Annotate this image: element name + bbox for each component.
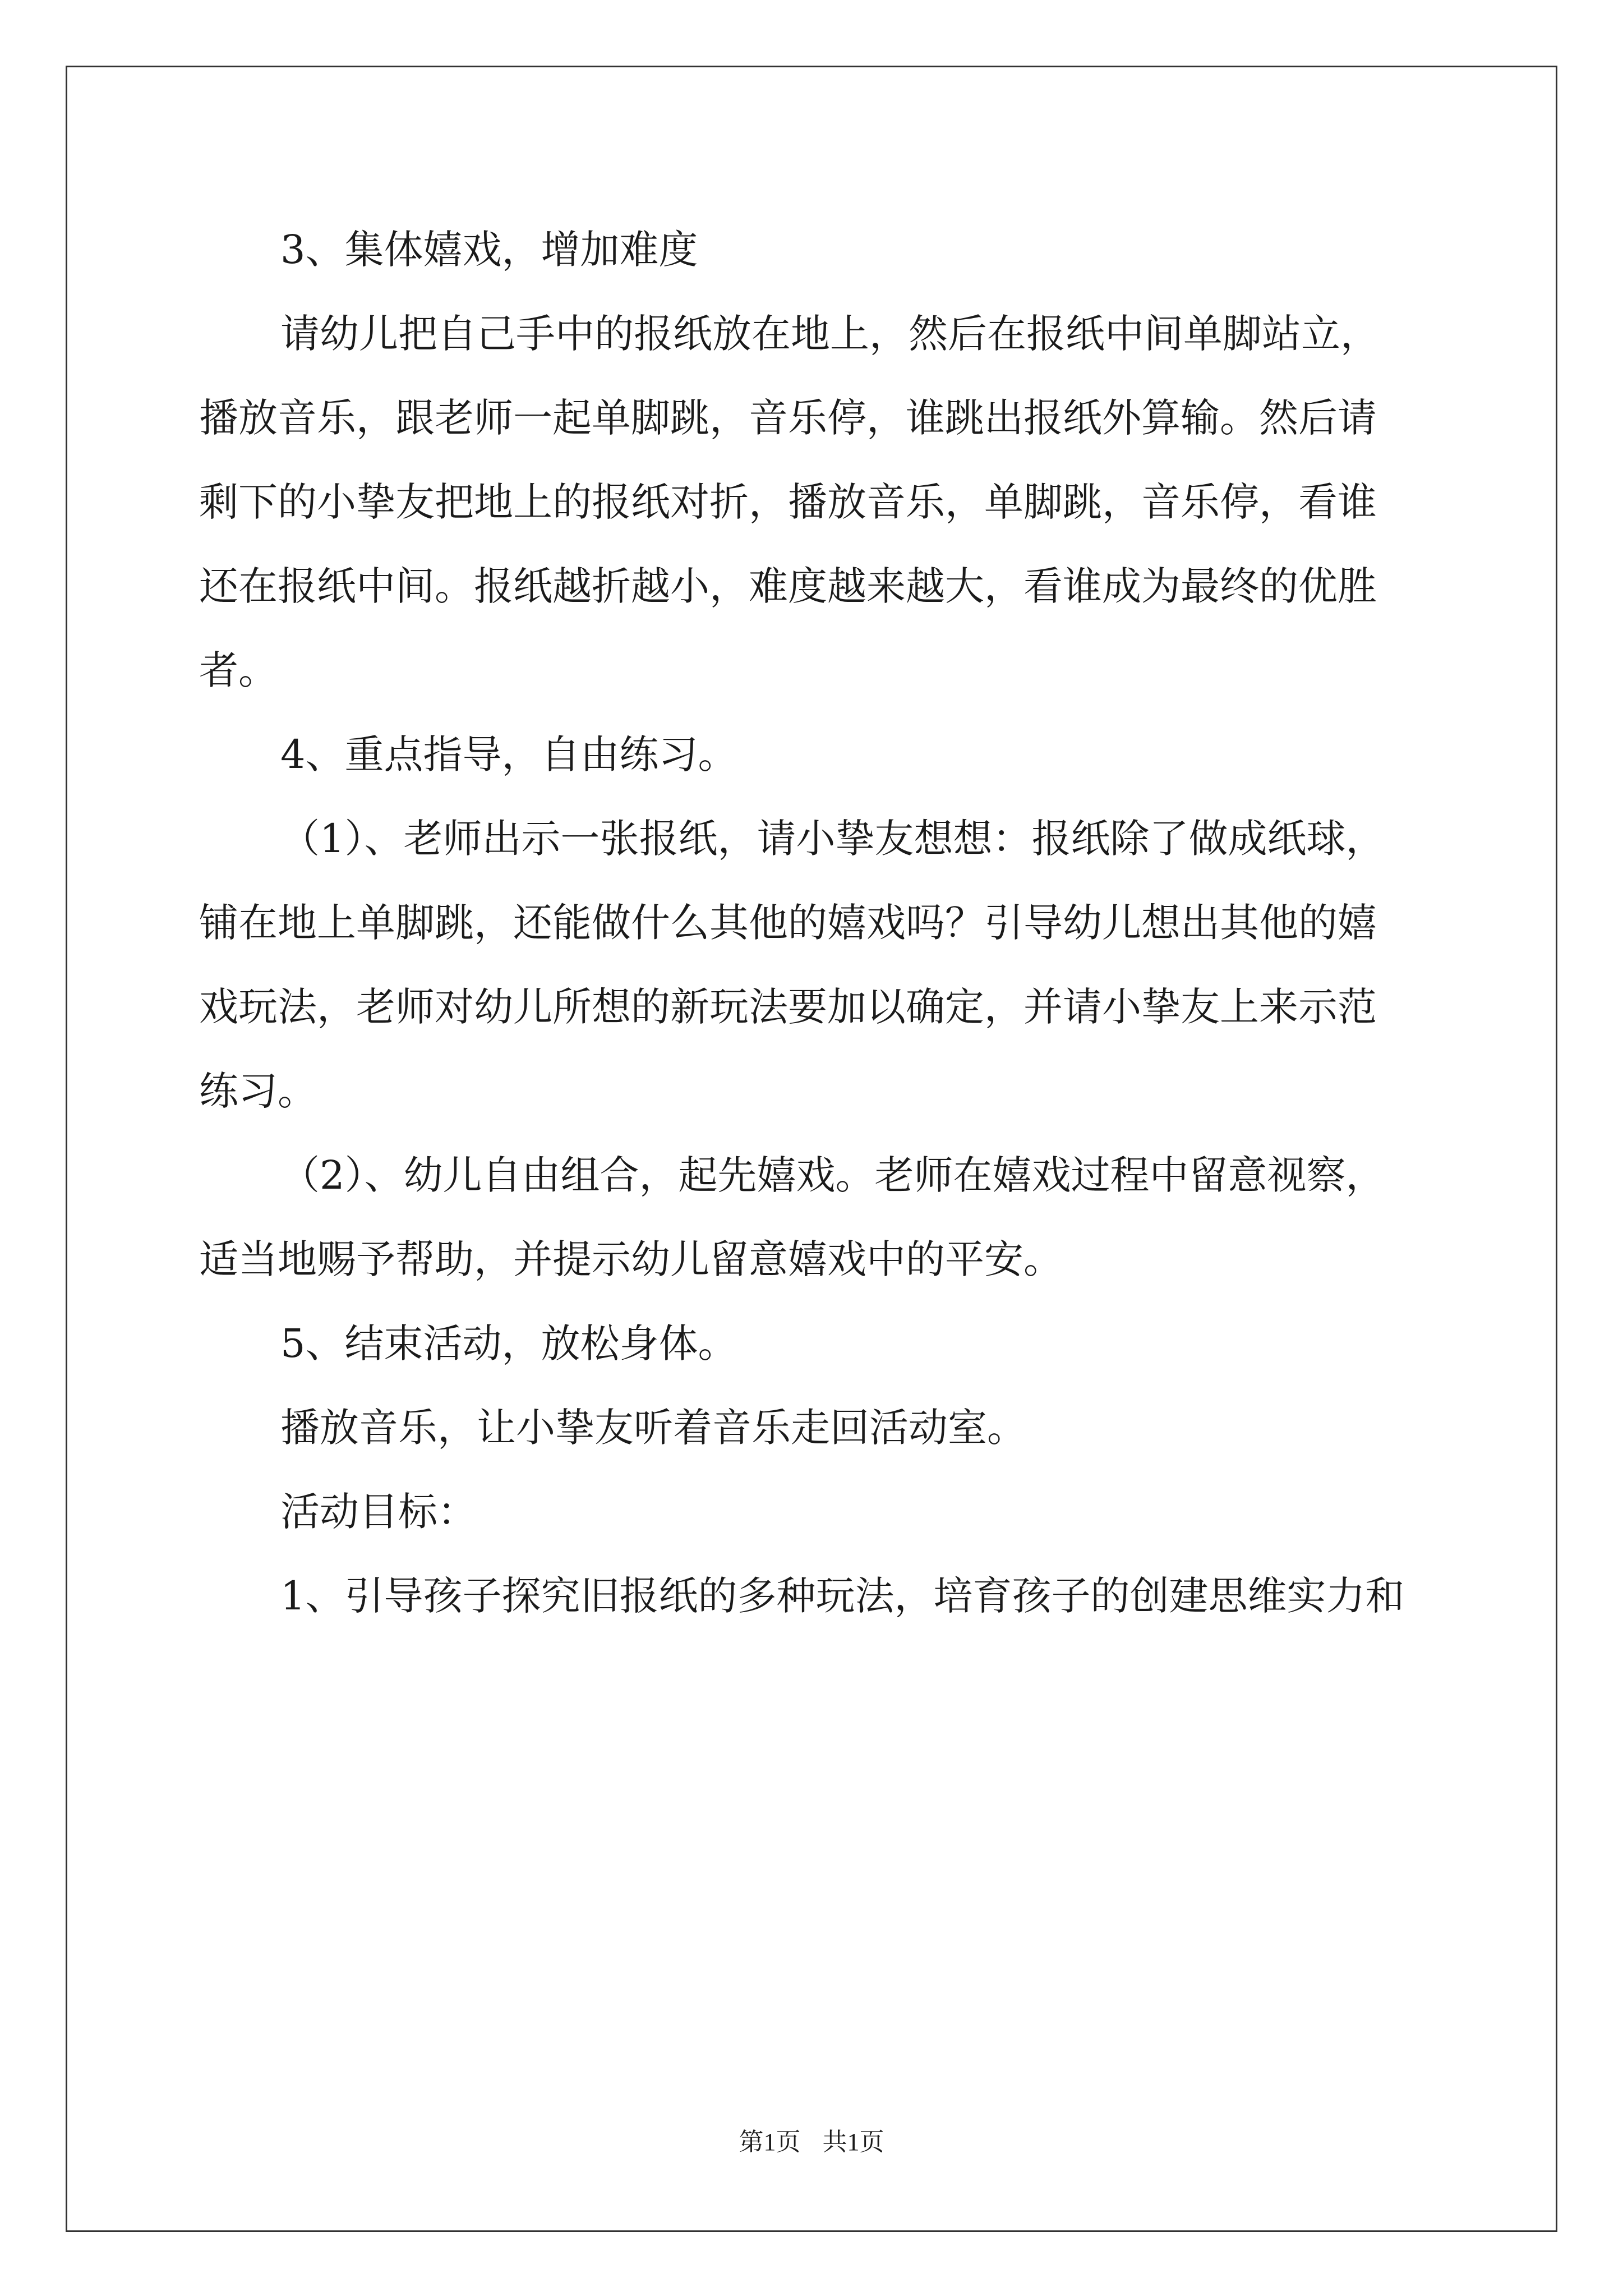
page-footer xyxy=(0,2128,1623,2156)
text-line: （1）、老师出示一张报纸，请小挚友想想：报纸除了做成纸球， xyxy=(280,816,1385,862)
section-heading-5: 5、结束活动，放松身体。 xyxy=(280,1320,737,1366)
text-line: 戏玩法，老师对幼儿所想的新玩法要加以确定，并请小挚友上来示范 xyxy=(199,984,1377,1030)
page-number-current: 第1页 xyxy=(739,2128,801,2156)
page-number-total: 共1页 xyxy=(822,2128,884,2156)
text-line: 铺在地上单脚跳，还能做什么其他的嬉戏吗？引导幼儿想出其他的嬉 xyxy=(199,900,1377,946)
text-line: 播放音乐，跟老师一起单脚跳，音乐停，谁跳出报纸外算输。然后请 xyxy=(199,395,1377,441)
text-line: 者。 xyxy=(199,647,278,693)
section-heading-3: 3、集体嬉戏，增加难度 xyxy=(280,227,698,273)
activity-goals-heading: 活动目标： xyxy=(280,1489,477,1535)
text-line: 播放音乐，让小挚友听着音乐走回活动室。 xyxy=(280,1405,1026,1451)
text-line: 还在报纸中间。报纸越折越小，难度越来越大，看谁成为最终的优胜 xyxy=(199,563,1377,609)
text-line: （2）、幼儿自由组合，起先嬉戏。老师在嬉戏过程中留意视察， xyxy=(280,1152,1385,1198)
text-line: 1、引导孩子探究旧报纸的多种玩法，培育孩子的创建思维实力和 xyxy=(280,1573,1405,1619)
section-heading-4: 4、重点指导，自由练习。 xyxy=(280,731,737,777)
text-line: 剩下的小挚友把地上的报纸对折，播放音乐，单脚跳，音乐停，看谁 xyxy=(199,479,1377,525)
text-line: 练习。 xyxy=(199,1068,317,1114)
text-line: 请幼儿把自己手中的报纸放在地上，然后在报纸中间单脚站立， xyxy=(280,311,1380,357)
text-line: 适当地赐予帮助，并提示幼儿留意嬉戏中的平安。 xyxy=(199,1236,1063,1282)
